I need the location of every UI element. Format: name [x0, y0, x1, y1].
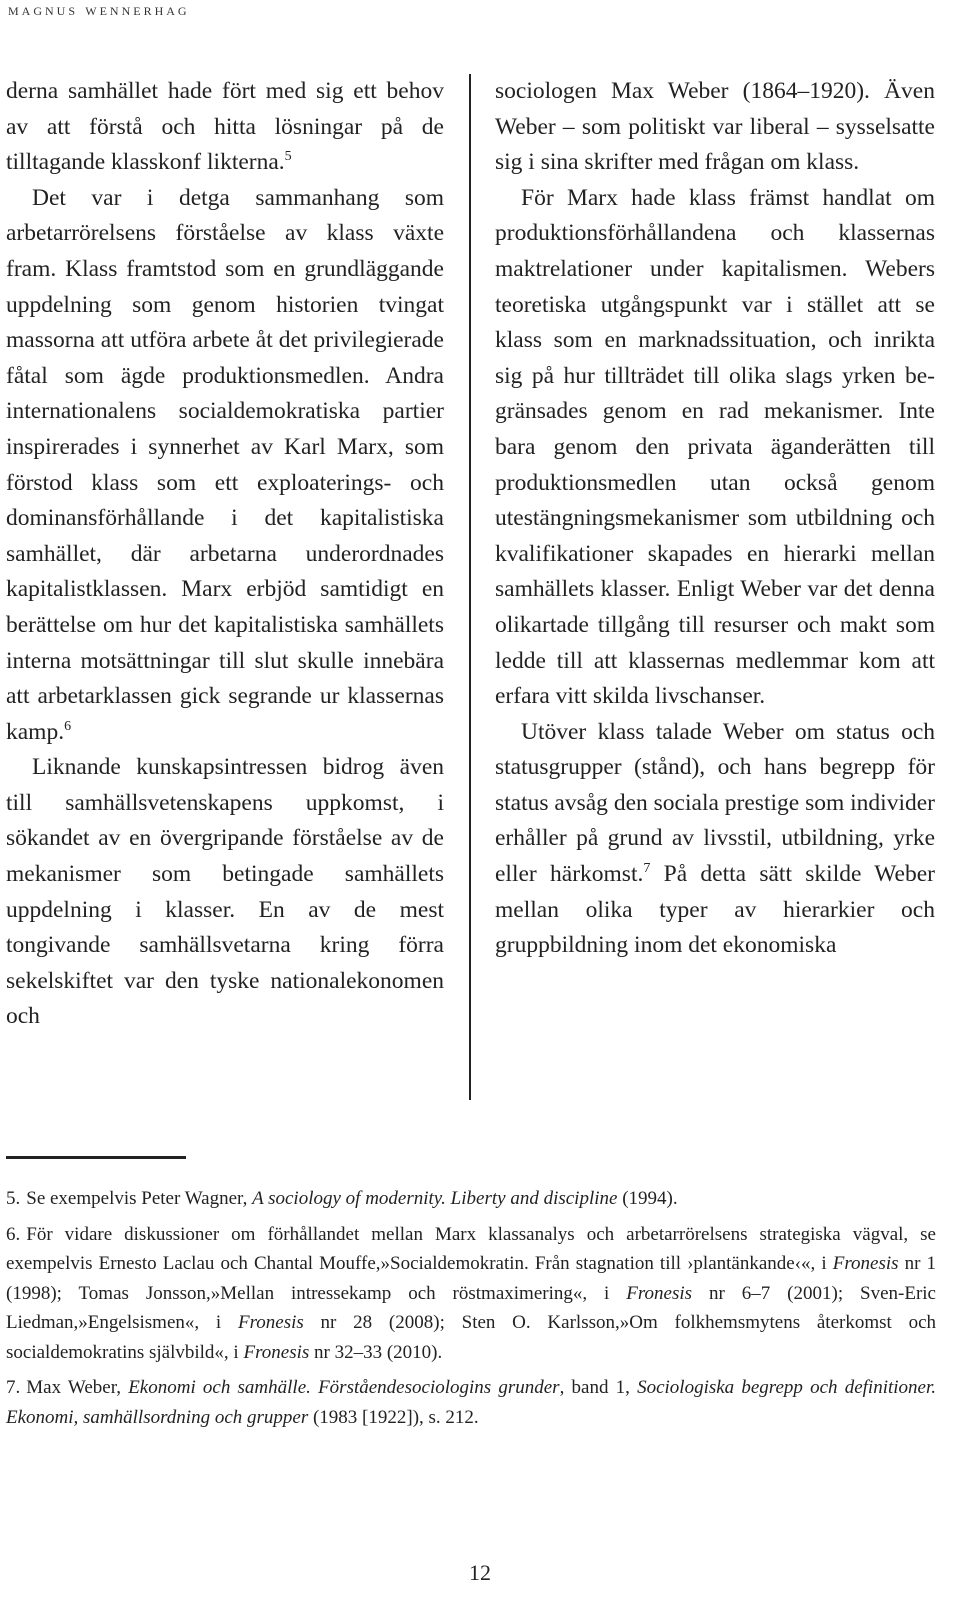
- paragraph-text: Liknande kunskapsintressen bidrog även till samhällsvetenskapens uppkomst, i sökandet av en övergripande förståelse av de mekanismer som betingade samhällets uppdelning i klasser. En av de mest tongivande samhällsvetarna kring förra sekelskiftet var den tyske nationalekonomen och: [6, 754, 444, 1030]
- footnote-text: För vidare diskussioner om förhållandet mellan Marx klassanalys och arbetarrörelsens strategiska vägval, se exempelvis Ernesto Laclau och Chantal Mouffe,»Socialdemokratin. Från stagnation till ›plantänkande‹«, i: [6, 1223, 936, 1274]
- footnote-text: Max Weber,: [26, 1377, 129, 1398]
- column-divider: [469, 74, 471, 1100]
- footnote-title: Fronesis: [237, 1312, 304, 1333]
- footnote: [6, 1373, 936, 1432]
- footnote-title: Sociologiska begrepp och definitioner. Ekonomi, samhällsordning och grupper: [6, 1377, 937, 1428]
- paragraph-text: sociologen Max Weber (1864–1920). Även Weber – som politiskt var liberal – sysselsatte sig i sina skrifter med frågan om klass.: [495, 78, 935, 176]
- paragraph: [6, 750, 444, 1035]
- left-text-column: [6, 74, 444, 1035]
- footnote-reference: 7: [643, 861, 651, 877]
- paragraph: [495, 715, 935, 964]
- paragraph-text: För Marx hade klass främst handlat om produktionsförhållandena och klassernas maktrelationer under kapitalismen. Webers teoretiska utgångspunkt var i stället att se klass som en marknadssituation, och inrikta sig på hur tillträdet till olika slags yrken begränsades genom en rad mekanismer. Inte bara genom den privata äganderätten till produktionsmedlen utan också genom utestängningsmekanismer som utbildning och kvalifikationer skapades en hierarki mellan samhällets klasser. Enligt Weber var det denna olikartade tillgång till resurser och makt som ledde till att klassernas medlemmar kom att erfara vitt skilda livschanser.: [495, 184, 935, 710]
- paragraph: [6, 74, 444, 181]
- footnote: [6, 1220, 936, 1368]
- paragraph: [495, 181, 935, 715]
- footnote-number: 6.: [6, 1223, 21, 1245]
- footnote-number: 5.: [6, 1188, 21, 1209]
- footnote-reference: 5: [284, 149, 292, 165]
- footnote-text: (1983 [1922]), s. 212.: [308, 1406, 479, 1428]
- paragraph-text: Utöver klass talade Weber om status och statusgrupper (stånd), och hans begrepp för status avsåg den sociala prestige som individer erhåller på grund av livsstil, utbildning, yrke eller härkomst.: [495, 718, 935, 888]
- running-header-author: magnus wennerhag: [8, 0, 190, 19]
- paragraph-text: derna samhället hade fört med sig ett behov av att förstå och hitta lösningar på de tilltagande klasskonf likterna.: [6, 78, 444, 176]
- paragraph-text: Det var i detga sammanhang som arbetarrörelsens förståelse av klass växte fram. Klass framtstod som en grundläggande uppdelning som genom historien tvingat massorna att utföra arbete åt det privilegierade fåtal som ägde produktionsmedlen. Andra internationalens socialdemokratiska partier inspirerades i synnerhet av Karl Marx, som förstod klass som ett exploaterings- och dominansförhållande i det kapitalistiska samhället, där arbetarna underordnades kapitalistklassen. Marx erbjöd samtidigt en berättelse om hur det kapitalistiska samhällets interna motsättningar till slut skulle innebära att arbetarklassen gick segrande ur klassernas kamp.: [6, 184, 444, 745]
- footnote-text: Se exempelvis Peter Wagner,: [26, 1188, 253, 1209]
- footnote-text: nr 28 (2008); Sten O. Karlsson,»Om folkhemsmytens återkomst och socialdemokratins självbild«, i: [6, 1312, 937, 1363]
- footnote-number: 7.: [6, 1377, 21, 1398]
- footnote-text: nr 32–33 (2010).: [309, 1341, 443, 1363]
- footnote-reference: 6: [64, 718, 72, 734]
- paragraph-text: På detta sätt skilde Weber mellan olika typer av hierarkier och gruppbildning inom det ekonomiska: [495, 861, 935, 959]
- footnote-title: Fronesis: [626, 1282, 693, 1304]
- footnote-title: Fronesis: [832, 1253, 899, 1274]
- footnote-title: A sociology of modernity. Liberty and discipline: [252, 1188, 618, 1209]
- footnote-text: (1994).: [617, 1188, 678, 1209]
- right-text-column: [495, 74, 935, 964]
- footnote: [6, 1184, 936, 1214]
- footnote-text: nr 1 (1998); Tomas Jonsson,»Mellan intressekamp och röstmaximering«, i: [6, 1253, 936, 1304]
- footnote-text: nr 6–7 (2001); Sven-Eric Liedman,»Engelsismen«, i: [6, 1282, 936, 1333]
- footnote-text: , band 1,: [559, 1377, 638, 1398]
- page-number: 12: [469, 1560, 491, 1585]
- footnote-separator: [6, 1156, 186, 1159]
- paragraph: [6, 181, 444, 751]
- footnotes: [6, 1184, 936, 1438]
- paragraph: [495, 74, 935, 181]
- footnote-title: Fronesis: [243, 1341, 310, 1363]
- footnote-title: Ekonomi och samhälle. Förståendesociologins grunder: [128, 1377, 560, 1398]
